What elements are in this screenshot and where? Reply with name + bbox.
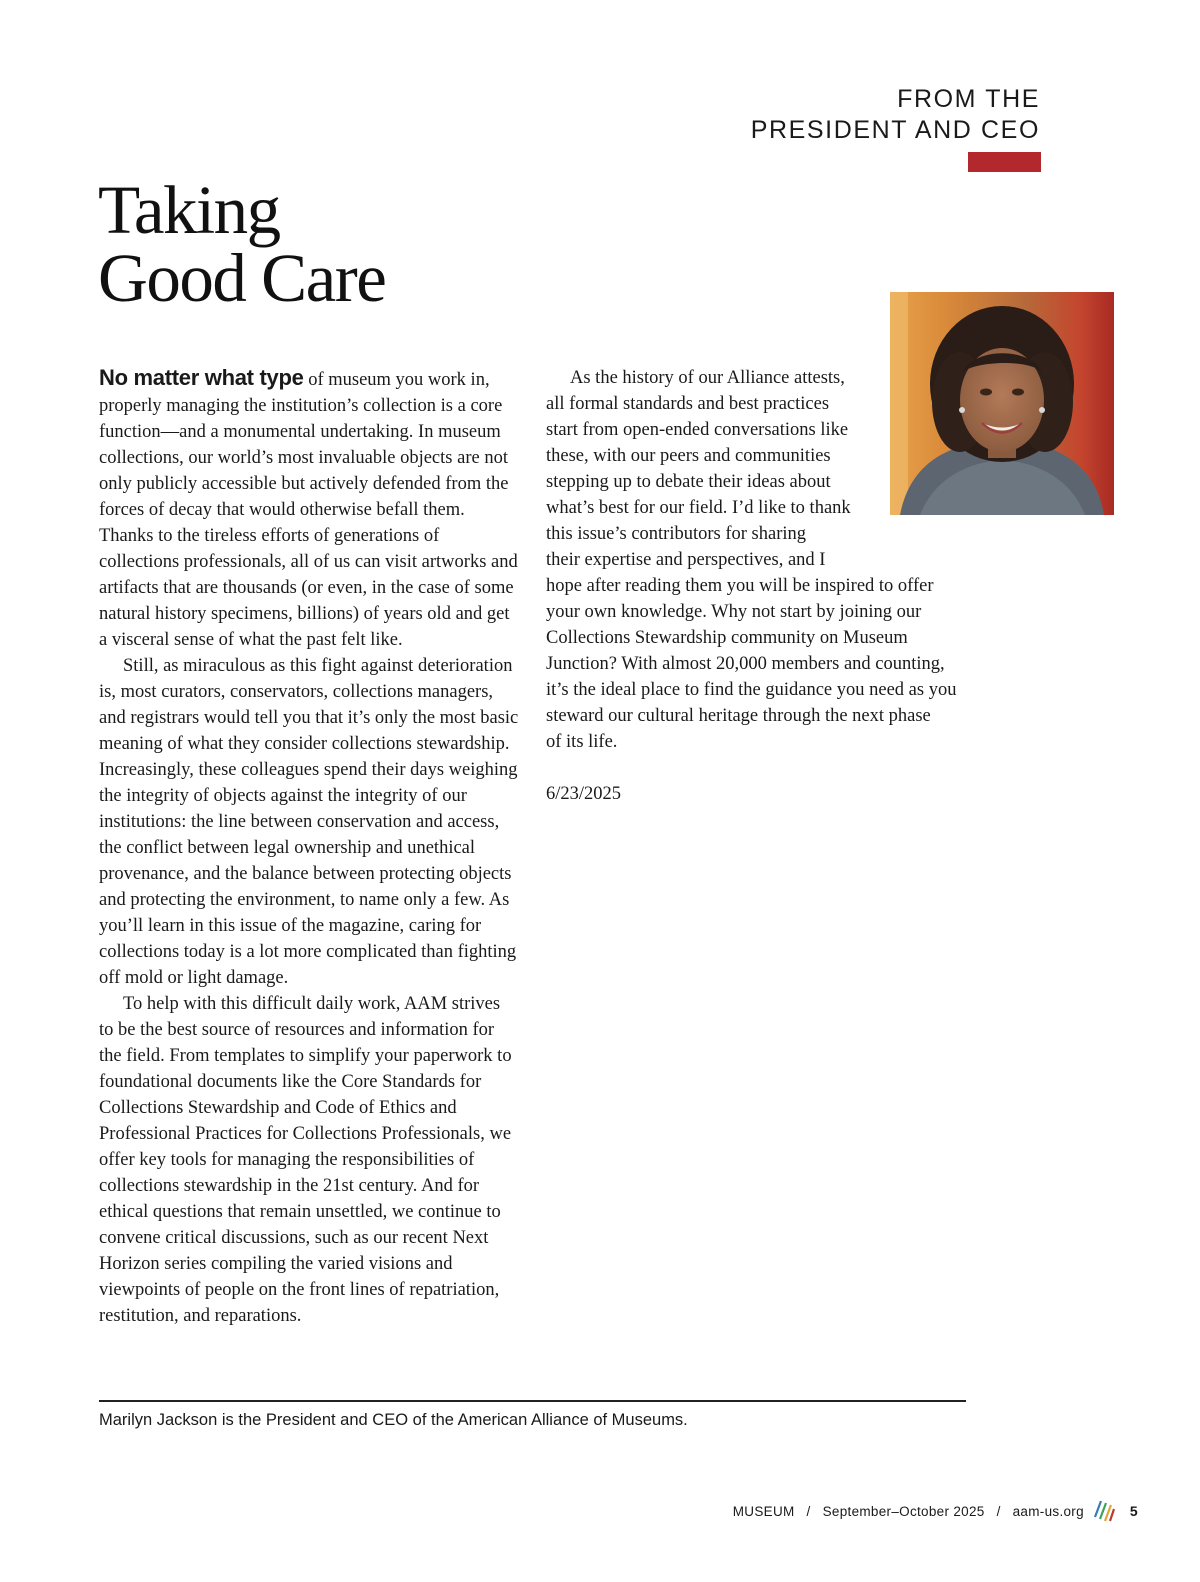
accent-bar <box>968 152 1041 172</box>
paragraph-3: To help with this difficult daily work, AAM strives to be the best source of resources and information for the field. From templates to simplify your paperwork to foundational documents like the Core Standards for Collections Stewardship and Code of Ethics and Professional Practices for Collections Professionals, we offer key tools for managing the responsibilities of collections stewardship in the 21st century. And for ethical questions that remain unsettled, we continue to convene critical discussions, such as our recent Next Horizon series compiling the varied visions and viewpoints of people on the front lines of repatriation, restitution, and reparations. <box>99 994 512 1326</box>
section-label-line2: PRESIDENT AND CEO <box>750 116 1040 144</box>
title-line2: Good Care <box>98 240 386 316</box>
article-title <box>98 172 598 316</box>
title-line1: Taking <box>98 172 280 248</box>
paragraph-4-line: steward our cultural heritage through the next phase <box>546 706 931 726</box>
paragraph-4-line: your own knowledge. Why not start by joining our <box>546 602 922 622</box>
caption-divider <box>99 1400 966 1402</box>
footer-separator: / <box>996 1503 1001 1519</box>
paragraph-4-line: As the history of our Alliance attests, <box>570 368 845 388</box>
article-column-left <box>99 365 519 1329</box>
paragraph-2: Still, as miraculous as this fight against deterioration is, most curators, conservators, collections managers, and registrars would tell you that it’s only the most basic meaning of what they consider collections stewardship. Increasingly, these colleagues spend their days weighing the integrity of objects against the integrity of our institutions: the line between conservation and access, the conflict between legal ownership and unethical provenance, and the balance between protecting objects and protecting the environment, to name only a few. As you’ll learn in this issue of the magazine, caring for collections today is a lot more complicated than fighting off mold or light damage. <box>99 656 519 988</box>
footer-issue: September–October 2025 <box>822 1503 985 1519</box>
paragraph-4-line: it’s the ideal place to find the guidance you need as you <box>546 680 957 700</box>
paragraph-4-line: Junction? With almost 20,000 members and counting, <box>546 654 945 674</box>
paragraph-4-line: of its life. <box>546 732 618 752</box>
page-footer <box>733 1500 1138 1522</box>
page-number: 5 <box>1129 1503 1138 1519</box>
article-date: 6/23/2025 <box>546 784 622 804</box>
paragraph-4-line: start from open-ended conversations like <box>546 420 849 440</box>
paragraph-4-line: stepping up to debate their ideas about <box>546 472 831 492</box>
footer-site: aam-us.org <box>1012 1503 1084 1519</box>
aam-logo-icon <box>1092 1497 1116 1526</box>
paragraph-1 <box>99 365 519 653</box>
paragraph-4-line: what’s best for our field. I’d like to thank <box>546 498 851 518</box>
paragraph-4-line: hope after reading them you will be inspired to offer <box>546 576 934 596</box>
paragraph-1-text: of museum you work in, properly managing the institution’s collection is a core function—and a monumental undertaking. In museum collections, our world’s most invaluable objects are not only publicly accessible but actively defended from the forces of decay that would otherwise befall them. Thanks to the tireless efforts of generations of collections professionals, all of us can visit artworks and artifacts that are thousands (or even, in the case of some natural history specimens, billions) of years old and get a visceral sense of what the past felt like. <box>99 370 518 650</box>
paragraph-4-line: this issue’s contributors for sharing <box>546 524 807 544</box>
section-label-line1: FROM THE <box>897 85 1040 113</box>
paragraph-4-line: Collections Stewardship community on Museum <box>546 628 908 648</box>
lead-in: No matter what type <box>99 365 304 390</box>
author-photo <box>890 292 1114 515</box>
paragraph-4-line: these, with our peers and communities <box>546 446 831 466</box>
paragraph-4-line: their expertise and perspectives, and I <box>546 550 826 570</box>
footer-magazine: MUSEUM <box>732 1503 795 1519</box>
author-caption: Marilyn Jackson is the President and CEO of the American Alliance of Museums. <box>99 1411 688 1429</box>
footer-separator: / <box>806 1503 811 1519</box>
section-label <box>640 84 1040 146</box>
paragraph-4-line: all formal standards and best practices <box>546 394 830 414</box>
